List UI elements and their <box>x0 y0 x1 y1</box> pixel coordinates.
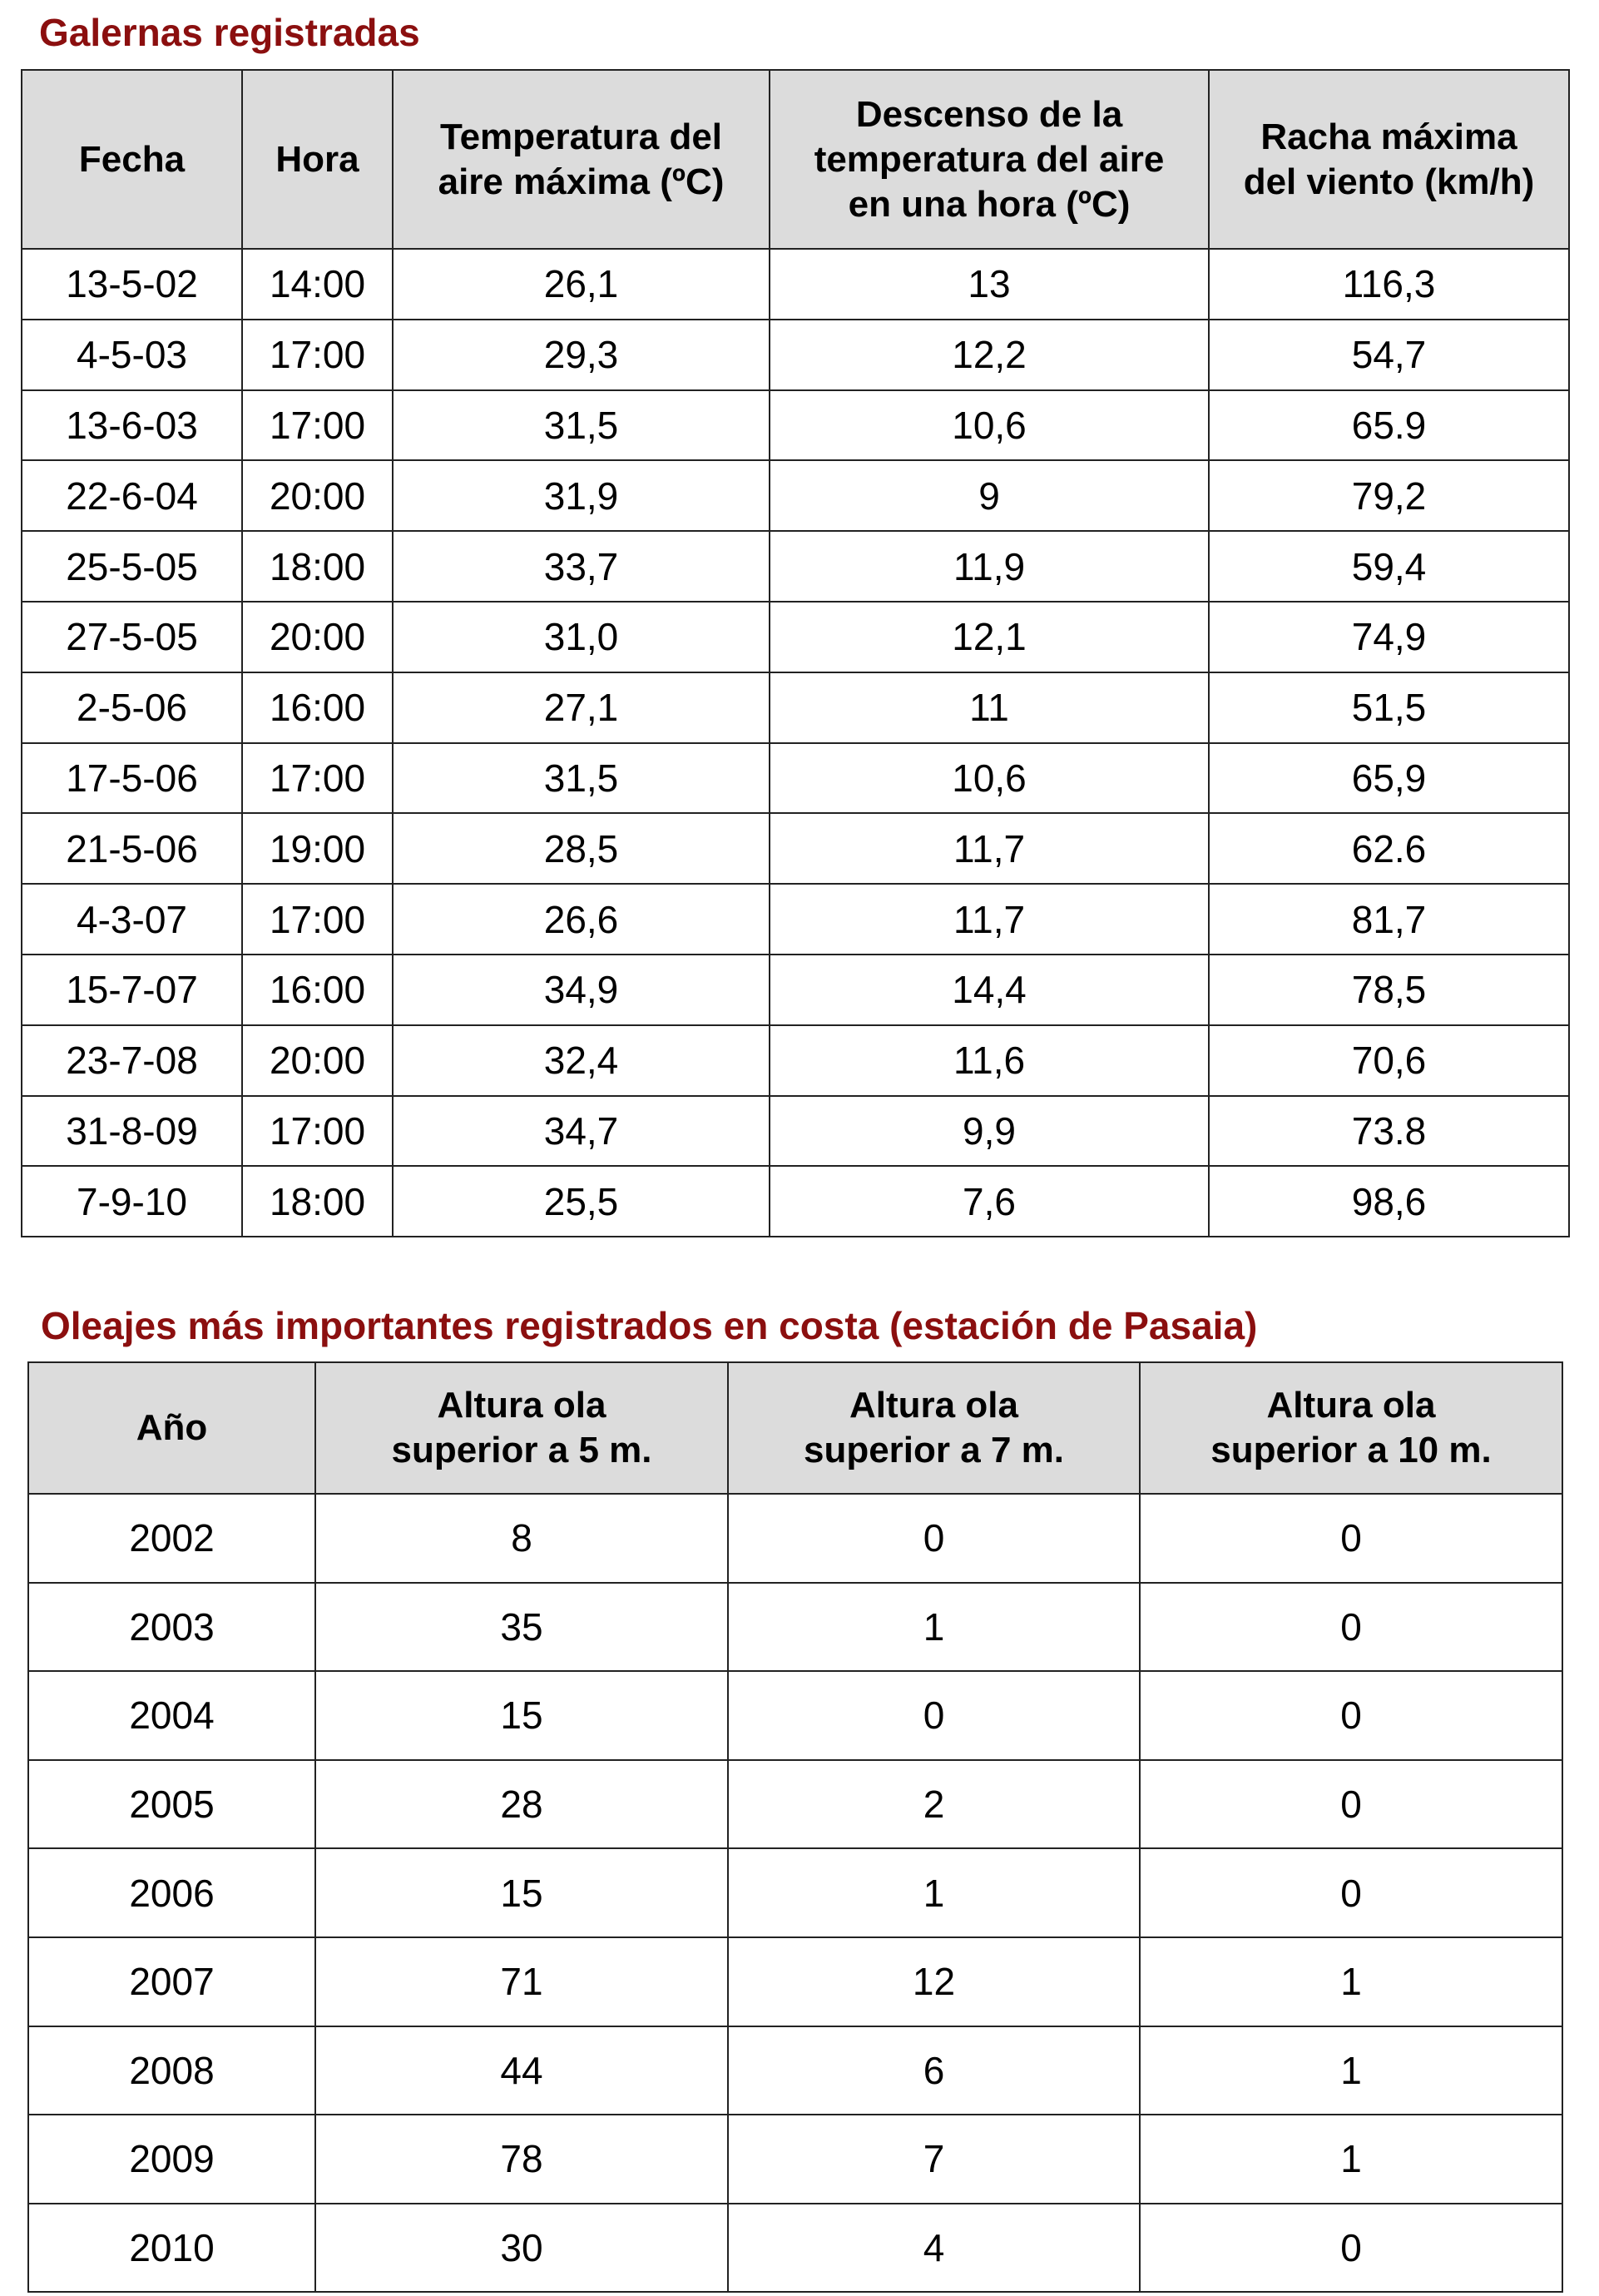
cell-ola-5m: 35 <box>315 1583 728 1672</box>
table-row <box>22 813 1569 884</box>
galernas-title: Galernas registradas <box>39 11 420 54</box>
cell-temperatura-maxima: 31,5 <box>393 390 770 461</box>
cell-hora: 17:00 <box>242 320 393 390</box>
table-row <box>28 1671 1562 1760</box>
cell-fecha: 23-7-08 <box>22 1025 242 1096</box>
col-header-descenso-temperatura: Descenso de la temperatura del aire en una hora (ºC) <box>770 70 1209 249</box>
cell-ano: 2003 <box>28 1583 315 1672</box>
col-header-ola-5m: Altura ola superior a 5 m. <box>315 1362 728 1494</box>
cell-fecha: 31-8-09 <box>22 1096 242 1167</box>
table-row <box>28 1937 1562 2026</box>
cell-ano: 2004 <box>28 1671 315 1760</box>
cell-racha-maxima: 74,9 <box>1209 602 1569 672</box>
table-row <box>22 672 1569 743</box>
table-row <box>22 531 1569 602</box>
cell-ola-10m: 0 <box>1140 1760 1562 1849</box>
cell-racha-maxima: 65.9 <box>1209 390 1569 461</box>
cell-descenso-temperatura: 12,1 <box>770 602 1209 672</box>
cell-ola-7m: 0 <box>728 1671 1140 1760</box>
cell-temperatura-maxima: 29,3 <box>393 320 770 390</box>
cell-descenso-temperatura: 11,7 <box>770 884 1209 955</box>
table-row <box>22 955 1569 1025</box>
cell-hora: 17:00 <box>242 1096 393 1167</box>
cell-ola-7m: 1 <box>728 1848 1140 1937</box>
cell-ola-7m: 6 <box>728 2026 1140 2115</box>
cell-ola-7m: 0 <box>728 1494 1140 1583</box>
cell-ola-7m: 12 <box>728 1937 1140 2026</box>
cell-hora: 16:00 <box>242 955 393 1025</box>
table-row <box>22 1166 1569 1237</box>
cell-temperatura-maxima: 31,5 <box>393 743 770 814</box>
cell-ano: 2010 <box>28 2204 315 2293</box>
cell-fecha: 21-5-06 <box>22 813 242 884</box>
cell-hora: 19:00 <box>242 813 393 884</box>
cell-fecha: 27-5-05 <box>22 602 242 672</box>
cell-ano: 2006 <box>28 1848 315 1937</box>
cell-ola-7m: 7 <box>728 2115 1140 2204</box>
cell-fecha: 15-7-07 <box>22 955 242 1025</box>
cell-fecha: 17-5-06 <box>22 743 242 814</box>
galernas-table <box>21 69 1570 1237</box>
table-row <box>22 602 1569 672</box>
table-row <box>22 743 1569 814</box>
col-header-ola-10m: Altura ola superior a 10 m. <box>1140 1362 1562 1494</box>
cell-hora: 18:00 <box>242 531 393 602</box>
table-row <box>22 1096 1569 1167</box>
cell-ola-5m: 15 <box>315 1848 728 1937</box>
cell-racha-maxima: 78,5 <box>1209 955 1569 1025</box>
cell-ola-5m: 8 <box>315 1494 728 1583</box>
cell-temperatura-maxima: 34,9 <box>393 955 770 1025</box>
cell-ola-5m: 15 <box>315 1671 728 1760</box>
cell-descenso-temperatura: 9 <box>770 460 1209 531</box>
col-header-fecha: Fecha <box>22 70 242 249</box>
oleajes-table <box>27 1361 1563 2293</box>
cell-ola-5m: 78 <box>315 2115 728 2204</box>
cell-ola-7m: 4 <box>728 2204 1140 2293</box>
cell-descenso-temperatura: 11,9 <box>770 531 1209 602</box>
cell-ola-5m: 30 <box>315 2204 728 2293</box>
table-row <box>22 390 1569 461</box>
table-row <box>28 2026 1562 2115</box>
cell-temperatura-maxima: 33,7 <box>393 531 770 602</box>
col-header-ola-7m: Altura ola superior a 7 m. <box>728 1362 1140 1494</box>
cell-hora: 20:00 <box>242 1025 393 1096</box>
cell-ano: 2008 <box>28 2026 315 2115</box>
cell-temperatura-maxima: 27,1 <box>393 672 770 743</box>
cell-temperatura-maxima: 26,1 <box>393 249 770 320</box>
cell-fecha: 4-3-07 <box>22 884 242 955</box>
cell-temperatura-maxima: 32,4 <box>393 1025 770 1096</box>
table-row <box>28 1760 1562 1849</box>
table-row <box>28 1494 1562 1583</box>
cell-racha-maxima: 59,4 <box>1209 531 1569 602</box>
cell-descenso-temperatura: 11 <box>770 672 1209 743</box>
cell-temperatura-maxima: 28,5 <box>393 813 770 884</box>
galernas-header-row <box>22 70 1569 249</box>
cell-fecha: 13-6-03 <box>22 390 242 461</box>
cell-descenso-temperatura: 7,6 <box>770 1166 1209 1237</box>
col-header-hora: Hora <box>242 70 393 249</box>
cell-ola-7m: 2 <box>728 1760 1140 1849</box>
cell-ano: 2002 <box>28 1494 315 1583</box>
cell-temperatura-maxima: 26,6 <box>393 884 770 955</box>
cell-hora: 17:00 <box>242 743 393 814</box>
cell-racha-maxima: 73.8 <box>1209 1096 1569 1167</box>
col-header-ano: Año <box>28 1362 315 1494</box>
cell-ola-10m: 1 <box>1140 2115 1562 2204</box>
cell-fecha: 25-5-05 <box>22 531 242 602</box>
cell-ola-10m: 1 <box>1140 1937 1562 2026</box>
col-header-temperatura-maxima: Temperatura del aire máxima (ºC) <box>393 70 770 249</box>
table-row <box>28 2204 1562 2293</box>
cell-hora: 17:00 <box>242 884 393 955</box>
cell-descenso-temperatura: 11,7 <box>770 813 1209 884</box>
col-header-racha-maxima: Racha máxima del viento (km/h) <box>1209 70 1569 249</box>
table-row <box>22 460 1569 531</box>
table-row <box>22 884 1569 955</box>
cell-ano: 2005 <box>28 1760 315 1849</box>
cell-temperatura-maxima: 25,5 <box>393 1166 770 1237</box>
cell-racha-maxima: 98,6 <box>1209 1166 1569 1237</box>
cell-ola-5m: 71 <box>315 1937 728 2026</box>
cell-temperatura-maxima: 31,9 <box>393 460 770 531</box>
cell-temperatura-maxima: 34,7 <box>393 1096 770 1167</box>
cell-fecha: 4-5-03 <box>22 320 242 390</box>
cell-descenso-temperatura: 13 <box>770 249 1209 320</box>
cell-ano: 2007 <box>28 1937 315 2026</box>
cell-ola-10m: 1 <box>1140 2026 1562 2115</box>
cell-fecha: 7-9-10 <box>22 1166 242 1237</box>
table-row <box>28 2115 1562 2204</box>
table-row <box>22 1025 1569 1096</box>
cell-racha-maxima: 81,7 <box>1209 884 1569 955</box>
cell-fecha: 22-6-04 <box>22 460 242 531</box>
cell-hora: 14:00 <box>242 249 393 320</box>
cell-descenso-temperatura: 11,6 <box>770 1025 1209 1096</box>
cell-hora: 17:00 <box>242 390 393 461</box>
cell-descenso-temperatura: 10,6 <box>770 743 1209 814</box>
cell-descenso-temperatura: 14,4 <box>770 955 1209 1025</box>
cell-ano: 2009 <box>28 2115 315 2204</box>
oleajes-header-row <box>28 1362 1562 1494</box>
cell-ola-5m: 44 <box>315 2026 728 2115</box>
cell-hora: 20:00 <box>242 602 393 672</box>
table-row <box>22 320 1569 390</box>
cell-ola-7m: 1 <box>728 1583 1140 1672</box>
cell-ola-5m: 28 <box>315 1760 728 1849</box>
cell-racha-maxima: 70,6 <box>1209 1025 1569 1096</box>
cell-racha-maxima: 116,3 <box>1209 249 1569 320</box>
cell-hora: 16:00 <box>242 672 393 743</box>
cell-racha-maxima: 62.6 <box>1209 813 1569 884</box>
cell-hora: 18:00 <box>242 1166 393 1237</box>
cell-racha-maxima: 54,7 <box>1209 320 1569 390</box>
cell-temperatura-maxima: 31,0 <box>393 602 770 672</box>
cell-fecha: 2-5-06 <box>22 672 242 743</box>
cell-racha-maxima: 65,9 <box>1209 743 1569 814</box>
cell-racha-maxima: 79,2 <box>1209 460 1569 531</box>
table-row <box>28 1848 1562 1937</box>
cell-descenso-temperatura: 10,6 <box>770 390 1209 461</box>
cell-racha-maxima: 51,5 <box>1209 672 1569 743</box>
table-row <box>28 1583 1562 1672</box>
cell-descenso-temperatura: 12,2 <box>770 320 1209 390</box>
cell-ola-10m: 0 <box>1140 1848 1562 1937</box>
cell-fecha: 13-5-02 <box>22 249 242 320</box>
oleajes-title: Oleajes más importantes registrados en costa (estación de Pasaia) <box>41 1304 1258 1347</box>
table-row <box>22 249 1569 320</box>
cell-hora: 20:00 <box>242 460 393 531</box>
cell-ola-10m: 0 <box>1140 1494 1562 1583</box>
cell-descenso-temperatura: 9,9 <box>770 1096 1209 1167</box>
cell-ola-10m: 0 <box>1140 2204 1562 2293</box>
cell-ola-10m: 0 <box>1140 1583 1562 1672</box>
cell-ola-10m: 0 <box>1140 1671 1562 1760</box>
